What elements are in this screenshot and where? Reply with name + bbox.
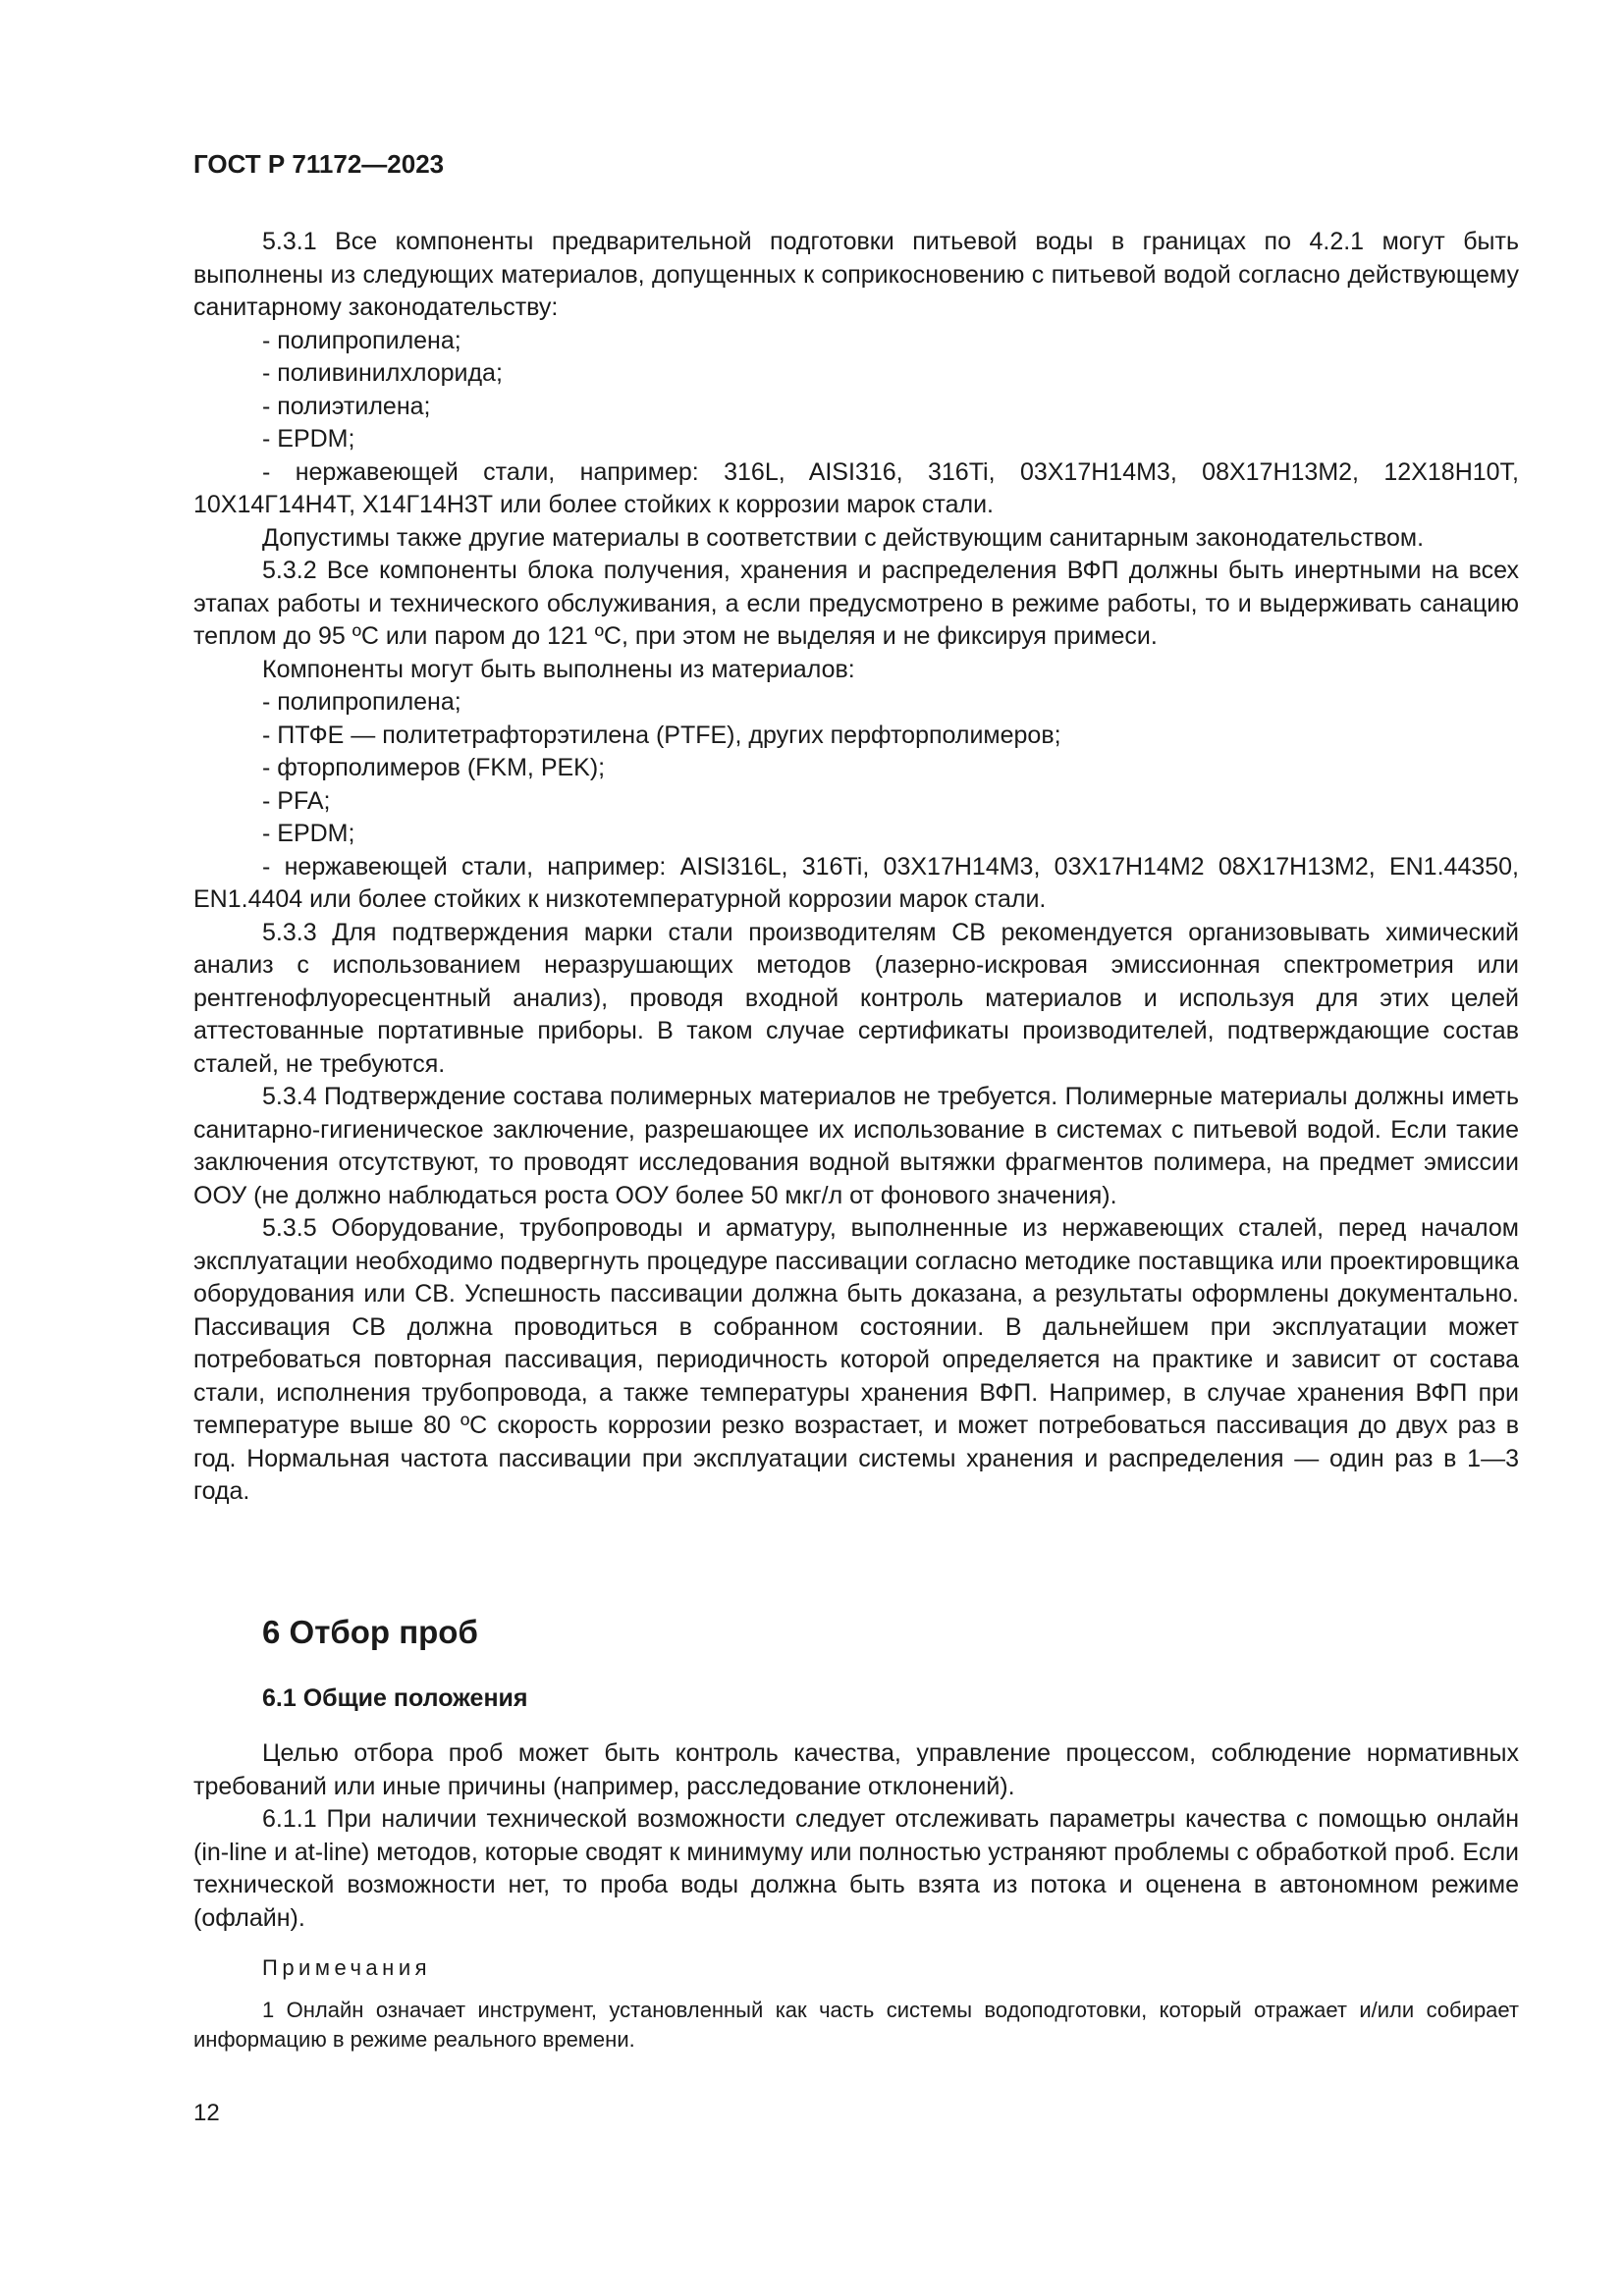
paragraph: 5.3.2 Все компоненты блока получения, хранения и распределения ВФП должны быть инертными на всех этапах работы и технического обслуживания, а если предусмотрено в режиме работы, то и выдерживать санацию теплом до 95 ºС или паром до 121 ºС, при этом не выделяя и не фиксируя примеси. bbox=[193, 557, 1519, 650]
paragraph: Допустимы также другие материалы в соответствии с действующим санитарным законодательством. bbox=[262, 523, 1425, 552]
list-item: - нержавеющей стали, например: AISI316L, 316Ti, 03Х17Н14М3, 03Х17Н14М2 08Х17Н13М2, EN1.44350, EN1.4404 или более стойких к низкотемпературной коррозии марок стали. bbox=[193, 852, 1519, 913]
list-item: - полипропилена; bbox=[262, 326, 461, 354]
section-title: 6 Отбор проб bbox=[262, 1614, 478, 1650]
section-5-3-body bbox=[193, 226, 1519, 1509]
paragraph: 5.3.5 Оборудование, трубопроводы и арматуру, выполненные из нержавеющих сталей, перед началом эксплуатации необходимо подвергнуть процедуре пассивации согласно методике поставщика или проектировщика оборудования или СВ. Успешность пассивации должна быть доказана, а результаты оформлены документально. Пассивация СВ должна проводиться в собранном состоянии. В дальнейшем при эксплуатации может потребоваться повторная пассивация, периодичность которой определяется на практике и зависит от состава стали, исполнения трубопровода, а также температуры хранения ВФП. Например, в случае хранения ВФП при температуре выше 80 ºС скорость коррозии резко возрастает, и может потребоваться пассивация до двух раз в год. Нормальная частота пассивации при эксплуатации системы хранения и распределения — один раз в 1—3 года. bbox=[193, 1214, 1519, 1505]
list-item: - фторполимеров (FKM, PEK); bbox=[262, 754, 606, 781]
paragraph: Целью отбора проб может быть контроль качества, управление процессом, соблюдение нормативных требований или иные причины (например, расследование отклонений). bbox=[193, 1739, 1519, 1800]
section-6-1-body bbox=[193, 1737, 1519, 1935]
paragraph: 6.1.1 При наличии технической возможности следует отслеживать параметры качества с помощью онлайн (in-line и at-line) методов, которые сводят к минимуму или полностью устраняют проблемы с обработкой проб. Если технической возможности нет, то проба воды должна быть взята из потока и оценена в автономном режиме (офлайн). bbox=[193, 1805, 1519, 1932]
list-item: - полипропилена; bbox=[262, 688, 461, 716]
list-item: - EPDM; bbox=[262, 820, 355, 847]
list-item: - PFA; bbox=[262, 786, 331, 815]
note-item: 1 Онлайн означает инструмент, установленный как часть системы водоподготовки, который отражает и/или собирает информацию в режиме реального времени. bbox=[193, 1998, 1519, 2052]
list-item: - поливинилхлорида; bbox=[262, 359, 503, 387]
document-header: ГОСТ Р 71172—2023 bbox=[193, 149, 445, 179]
list-item: - EPDM; bbox=[262, 425, 355, 453]
subsection-title: 6.1 Общие положения bbox=[262, 1684, 528, 1712]
notes-label: Примечания bbox=[262, 1955, 432, 1980]
page-number: 12 bbox=[193, 2100, 220, 2126]
paragraph: 5.3.1 Все компоненты предварительной подготовки питьевой воды в границах по 4.2.1 могут быть выполнены из следующих материалов, допущенных к соприкосновению с питьевой водой согласно действующему санитарному законодательству: bbox=[193, 228, 1519, 321]
paragraph: Компоненты могут быть выполнены из материалов: bbox=[262, 655, 855, 683]
list-item: - нержавеющей стали, например: 316L, AISI316, 316Ti, 03Х17Н14М3, 08Х17Н13М2, 12Х18Н10Т, 10Х14Г14Н4Т, Х14Г14Н3Т или более стойких к коррозии марок стали. bbox=[193, 457, 1519, 518]
paragraph: 5.3.4 Подтверждение состава полимерных материалов не требуется. Полимерные материалы должны иметь санитарно-гигиеническое заключение, разрешающее их использование в системах с питьевой водой. Если такие заключения отсутствуют, то проводят исследования водной вытяжки фрагментов полимера, на предмет эмиссии ООУ (не должно наблюдаться роста ООУ более 50 мкг/л от фонового значения). bbox=[193, 1083, 1519, 1209]
paragraph: 5.3.3 Для подтверждения марки стали производителям СВ рекомендуется организовывать химический анализ с использованием неразрушающих методов (лазерно-искровая эмиссионная спектрометрия или рентгенофлуоресцентный анализ), проводя входной контроль материалов и используя для этих целей аттестованные портативные приборы. В таком случае сертификаты производителей, подтверждающие состав сталей, не требуются. bbox=[193, 918, 1519, 1078]
list-item: - полиэтилена; bbox=[262, 392, 431, 420]
list-item: - ПТФЕ — политетрафторэтилена (PTFE), других перфторполимеров; bbox=[262, 721, 1061, 749]
